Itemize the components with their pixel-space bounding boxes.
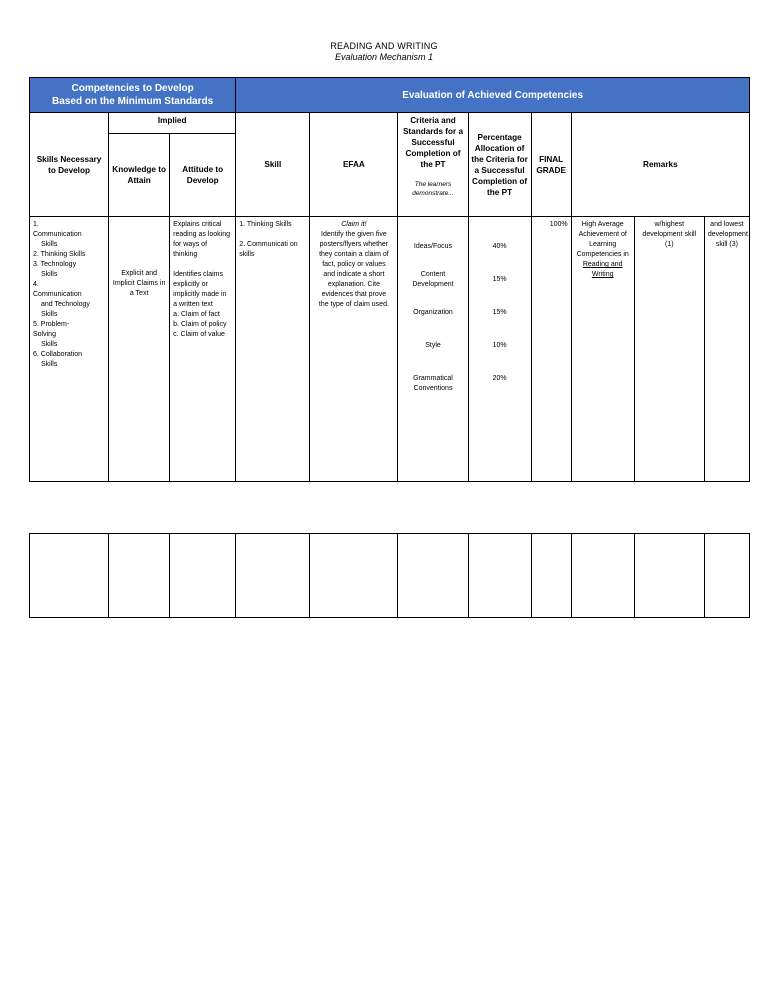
- competencies-banner-line1: Competencies to Develop: [71, 83, 194, 94]
- attitude-text-2: Identifies claims explicitly or implicitly made in a written text: [173, 271, 227, 308]
- header-final-grade: FINAL GRADE: [531, 113, 571, 217]
- skill-item-1: 1. Thinking Skills: [239, 221, 292, 228]
- header-implied: Implied: [109, 113, 236, 134]
- percentage-item: 10%: [492, 341, 507, 349]
- blank-table: [29, 533, 750, 618]
- table-row: [30, 217, 750, 482]
- remark-1-subject: Reading and Writing: [582, 261, 623, 278]
- blank-cell: [310, 534, 398, 618]
- header-criteria-note: The learners demonstrate...: [412, 181, 454, 197]
- final-grade-cell: 100%: [531, 217, 571, 482]
- criteria-item: Grammatical Conventions: [413, 375, 453, 392]
- blank-cell: [571, 534, 634, 618]
- header-row-1: [30, 113, 750, 134]
- percentage-cell: [468, 217, 531, 482]
- header-criteria-text: Criteria and Standards for a Successful Completion of the PT: [402, 116, 464, 169]
- efaa-text: Identify the given five posters/flyers whether they contain a claim of fact, policy or values and indicate a short explanation. Cite evidences that prove the type of claim used.: [318, 231, 389, 308]
- knowledge-cell: [109, 217, 170, 482]
- blank-cell: [109, 534, 170, 618]
- header-criteria: [398, 113, 468, 217]
- document-title: READING AND WRITING: [330, 41, 438, 51]
- list-item: Skills: [41, 361, 58, 368]
- knowledge-text: Explicit and Implicit Claims in a Text: [112, 270, 166, 297]
- competencies-banner: [30, 78, 236, 113]
- efaa-cell: [310, 217, 398, 482]
- list-item: a. Claim of fact: [173, 311, 220, 318]
- remark-2-cell: w/highest development skill (1): [634, 217, 704, 482]
- list-item: 5. Problem-: [33, 321, 70, 328]
- banner-row: [30, 78, 750, 113]
- remark-1-text: High Average Achievement of Learning Competencies in: [576, 221, 629, 258]
- document-subtitle: Evaluation Mechanism 1: [334, 52, 434, 62]
- criteria-item: Organization: [413, 308, 453, 316]
- criteria-item: Style: [425, 341, 441, 349]
- competencies-banner-line2: Based on the Minimum Standards: [52, 96, 214, 107]
- list-item: 1.: [33, 221, 39, 228]
- list-item: and Technology: [41, 301, 90, 308]
- blank-cell: [236, 534, 310, 618]
- evaluation-table: [29, 77, 750, 482]
- list-item: Skills: [41, 241, 58, 248]
- list-item: 6. Collaboration: [33, 351, 83, 358]
- blank-cell: [704, 534, 749, 618]
- skill-item-2: 2. Communicati on skills: [239, 241, 298, 258]
- evaluation-banner: Evaluation of Achieved Competencies: [236, 78, 750, 113]
- percentage-item: 15%: [492, 308, 507, 316]
- header-skill: Skill: [236, 113, 310, 217]
- blank-cell: [468, 534, 531, 618]
- list-item: Skills: [41, 271, 58, 278]
- header-remarks: Remarks: [571, 113, 749, 217]
- criteria-item: Content Development: [412, 270, 454, 288]
- criteria-cell: [398, 217, 468, 482]
- document-header: [0, 40, 768, 63]
- efaa-title: Claim it!: [341, 221, 367, 228]
- criteria-item: Ideas/Focus: [413, 242, 453, 250]
- blank-cell: [531, 534, 571, 618]
- remark-3-cell: and lowest development skill (3): [704, 217, 749, 482]
- skills-cell: [30, 217, 109, 482]
- header-percentage: Percentage Allocation of the Criteria for a Successful Completion of the PT: [468, 113, 531, 217]
- header-attitude: Attitude to Develop: [170, 134, 236, 217]
- header-efaa: EFAA: [310, 113, 398, 217]
- blank-cell: [634, 534, 704, 618]
- blank-cell: [398, 534, 468, 618]
- list-item: c. Claim of value: [173, 331, 225, 338]
- list-item: Skills: [41, 341, 58, 348]
- percentage-item: 40%: [492, 242, 507, 250]
- percentage-item: 15%: [492, 275, 507, 283]
- list-item: b. Claim of policy: [173, 321, 227, 328]
- list-item: Communication: [33, 231, 82, 238]
- attitude-cell: [170, 217, 236, 482]
- header-knowledge: Knowledge to Attain: [109, 134, 170, 217]
- list-item: 2. Thinking Skills: [33, 251, 86, 258]
- blank-cell: [170, 534, 236, 618]
- skill-cell: [236, 217, 310, 482]
- header-skills: Skills Necessary to Develop: [30, 113, 109, 217]
- percentage-item: 20%: [492, 374, 507, 382]
- list-item: 4.: [33, 281, 39, 288]
- list-item: Skills: [41, 311, 58, 318]
- list-item: Communication: [33, 291, 82, 298]
- list-item: Solving: [33, 331, 56, 338]
- list-item: 3. Technology: [33, 261, 77, 268]
- remark-1-cell: [571, 217, 634, 482]
- attitude-text-1: Explains critical reading as looking for ways of thinking: [173, 221, 230, 258]
- blank-row: [30, 534, 750, 618]
- blank-cell: [30, 534, 109, 618]
